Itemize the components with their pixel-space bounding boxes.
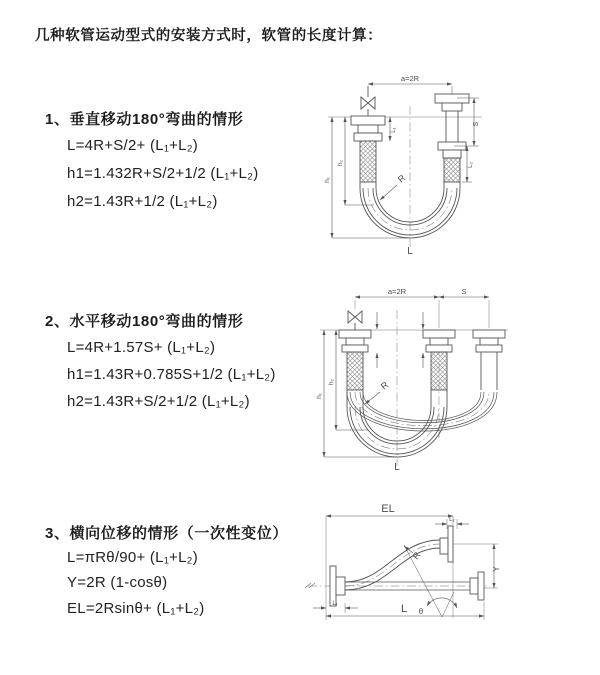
section-3-formula-L: L=πRθ/90+ (L₁+L₂) [67,549,198,566]
centerline-break-mark [305,583,315,588]
diagram-lateral-displacement [300,496,600,646]
dim-label-radius: R [395,172,408,185]
dim-label-length: L [400,603,408,615]
valve-icon [361,86,375,116]
radius-leader [380,185,397,200]
right-flange-upper [435,94,469,111]
dim-label-end2: L₂ [468,162,474,168]
section-2-heading: 2、水平移动180°弯曲的情形 [45,313,244,330]
braided-hose-middle [431,352,447,390]
braided-hose-right [444,158,460,182]
dim-label-h1: h₁ [316,393,323,399]
hose-assembly [339,311,505,457]
dim-label-width: a=2R [400,74,420,83]
section-2-formula-L: L=4R+1.57S+ (L₁+L₂) [67,339,216,356]
section-3-formula-Y: Y=2R (1-cosθ) [67,574,168,591]
left-flange [339,330,371,352]
hose-assembly [330,526,484,606]
left-flange [351,116,385,141]
rigid-pipe-right [446,111,458,142]
dim-label-end2: L₂ [449,517,455,523]
section-1-formula-L: L=4R+S/2+ (L₁+L₂) [67,137,199,154]
section-3-formula-EL: EL=2Rsinθ+ (L₁+L₂) [67,600,205,617]
section-3-heading: 3、横向位移的情形（一次性变位） [45,525,288,542]
u-bend-displaced [347,392,497,431]
right-flange-original [470,572,484,600]
dim-label-width: a=2R [387,287,407,296]
hose-displaced-position [345,540,440,590]
braided-hose-left [347,352,363,390]
dim-label-length: L [407,246,413,257]
dim-label-h2: h₂ [337,159,344,167]
diagram-horizontal-180-bend [312,282,598,474]
dim-label-radius: R [378,379,391,392]
section-2-formula-h1: h1=1.43R+0.785S+1/2 (L₁+L₂) [67,366,276,383]
dim-label-end1: L₁ [332,601,338,607]
dim-label-h1: h₁ [324,177,331,183]
dim-label-end1: L₁ [391,127,397,133]
dim-label-offset: Y [492,566,501,572]
dim-label-theta: θ [418,607,424,616]
dim-label-el: EL [381,503,395,515]
dim-label-stroke: S [473,121,480,127]
left-flange [330,566,345,606]
middle-flange [423,330,455,352]
section-1-formula-h1: h1=1.432R+S/2+1/2 (L₁+L₂) [67,165,259,182]
dim-label-radius: R [410,550,423,562]
page-title: 几种软管运动型式的安装方式时，软管的长度计算： [35,28,383,44]
dim-label-stroke: S [461,287,467,296]
section-2-formula-h2: h2=1.43R+S/2+1/2 (L₁+L₂) [67,393,250,410]
valve-icon [348,311,362,330]
angle-arc [427,598,457,608]
right-flange-displaced [440,526,453,562]
dim-label-length: L [394,462,400,473]
dimensions [313,516,494,617]
section-1-formula-h2: h2=1.43R+1/2 (L₁+L₂) [67,193,218,210]
right-pipe [481,352,497,390]
section-1-heading: 1、垂直移动180°弯曲的情形 [45,111,244,128]
right-flange [473,330,505,352]
diagram-vertical-180-bend [316,70,590,260]
braided-hose-left [360,141,376,182]
dim-label-h2: h₂ [328,378,335,386]
right-flange-lower [438,142,466,158]
radius-leader [365,392,380,404]
